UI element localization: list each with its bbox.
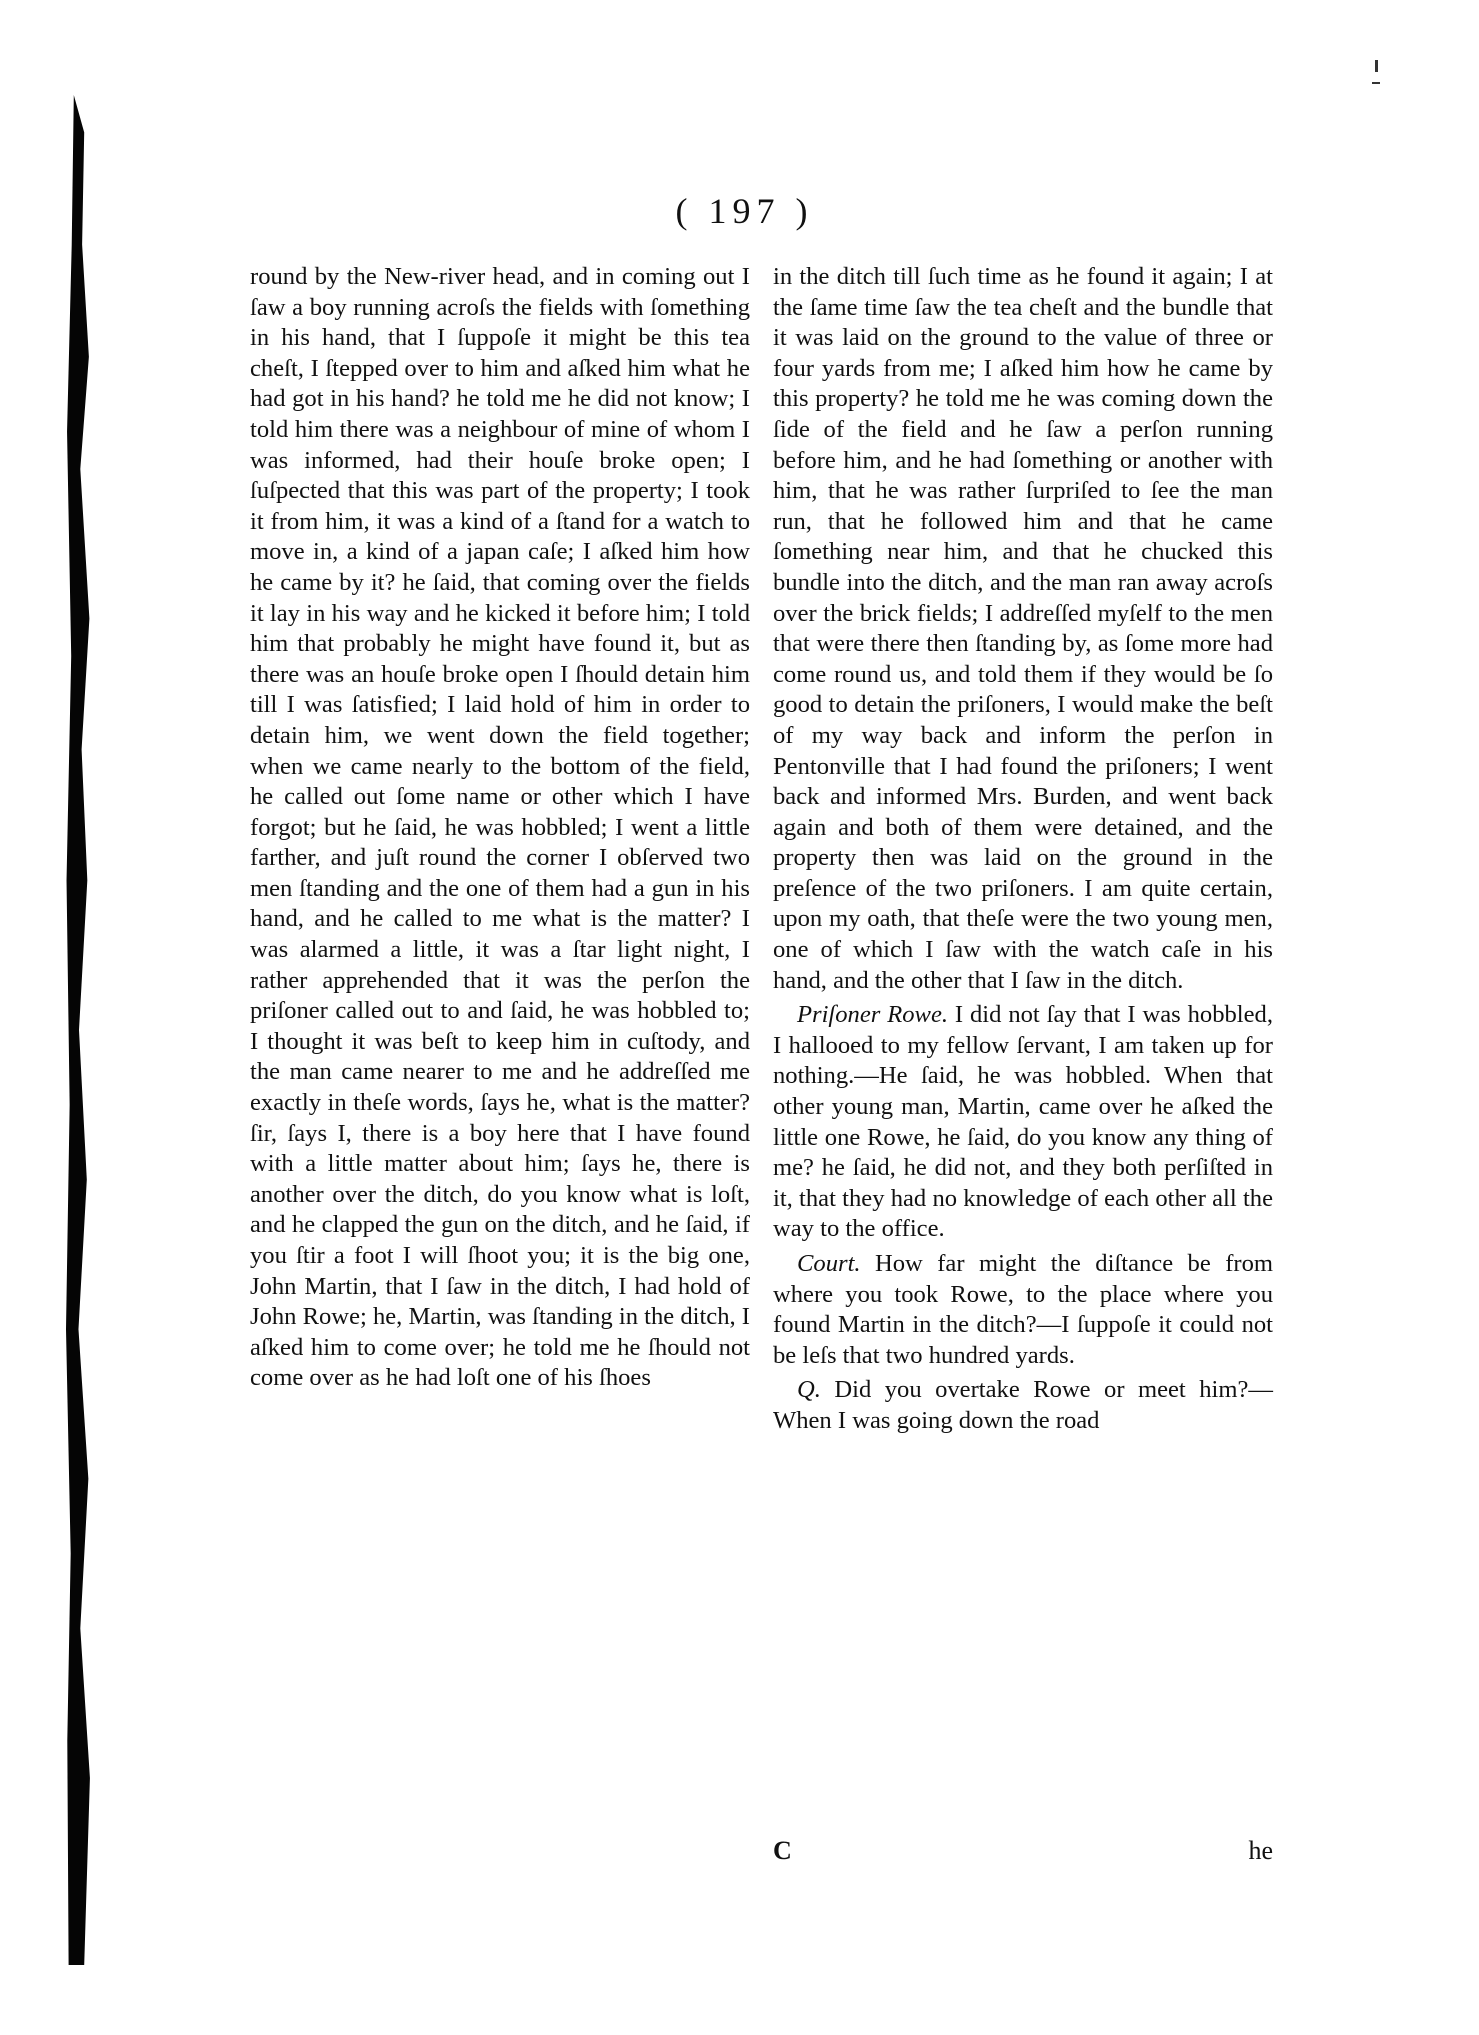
page-speck — [1372, 82, 1380, 84]
speaker-label: Priſoner Rowe. — [797, 1001, 949, 1029]
catchword: he — [1248, 1836, 1273, 1865]
paragraph-text: Did you overtake Rowe or meet him?—When I was going down the road — [773, 1376, 1273, 1434]
binding-shadow — [66, 95, 92, 1965]
speaker-label: Court. — [797, 1250, 861, 1277]
signature-mark: C — [773, 1836, 792, 1865]
left-paragraph: round by the New-river head, and in coming out I ſaw a boy running acroſs the fields with ſomething in his hand, that I ſuppoſe it might be this tea cheſt, I ſtepped over to him and aſked him what he had got in his hand? he told me he did not know; I told him there was a neighbour of mine of whom I was informed, had their houſe broke open; I ſuſpected that this was part of the property; I took it from him, it was a kind of a ſtand for a watch to move in, a kind of a japan caſe; I aſked him how he came by it? he ſaid, that coming over the fields it lay in his way and he kicked it before him; I told him that probably he might have found it, but as there was an houſe broke open I ſhould detain him till I was ſatisfied; I laid hold of him in order to detain him, we went down the field together; when we came nearly to the bottom of the field, he called out ſome name or other which I have forgot; but he ſaid, he was hobbled; I went a little farther, and juſt round the corner I obſerved two men ſtanding and the one of them had a gun in his hand, and he called to me what is the matter? I was alarmed a little, it was a ſtar light night, I rather apprehended that it was the perſon the priſoner called out to and ſaid, he was hobbled to; I thought it was beſt to keep him in cuſtody, and the man came nearer to me and he addreſſed me exactly in theſe words, ſays he, what is the matter? ſir, ſays I, there is a boy here that I have found with a little matter about him; ſays he, there is another over the ditch, do you know what is loſt, and he clapped the gun on the ditch, and he ſaid, if you ſtir a foot I will ſhoot you; it is the big one, John Martin, that I ſaw in the ditch, I had hold of John Rowe; he, Martin, was ſtanding in the ditch, I aſked him to come over; he told me he ſhould not come over as he had loſt one of his ſhoes — [250, 263, 750, 1392]
right-paragraph-4 — [773, 1375, 1273, 1436]
paragraph-text: How far might the diſtance be from where you took Rowe, to the place where you found Martin in the ditch?—I ſuppoſe it could not be leſs that two hundred yards. — [773, 1250, 1273, 1369]
paragraph-text: I did not ſay that I was hobbled, I hallooed to my fellow ſervant, I am taken up for nothing.—He ſaid, he was hobbled. When that other young man, Martin, came over he aſked the little one Rowe, he ſaid, do you know any thing of me? he ſaid, he did not, and they both perſiſted in it, that they had no knowledge of each other all the way to the office. — [773, 1001, 1273, 1243]
right-paragraph-2 — [773, 1000, 1273, 1245]
page-header — [0, 190, 1479, 232]
right-column — [773, 262, 1273, 1437]
left-column — [250, 262, 750, 1394]
page-speck — [1375, 60, 1378, 72]
right-paragraph-1: in the ditch till ſuch time as he found it again; I at the ſame time ſaw the tea cheſt and the bundle that it was laid on the ground to the value of three or four yards from me; I aſked him how he came by this property? he told me he was coming down the ſide of the field and he ſaw a perſon running before him, and he had ſomething or another with him, that he was rather ſurpriſed to ſee the man run, that he followed him and that he came ſomething near him, and that he chucked this bundle into the ditch, and the man ran away acroſs over the brick fields; I addreſſed myſelf to the men that were there then ſtanding by, as ſome more had come round us, and told them if they would be ſo good to detain the priſoners, I would make the beſt of my way back and inform the perſon in Pentonville that I had found the priſoners; I went back and informed Mrs. Burden, and went back again and both of them were detained, and the property then was laid on the ground in the preſence of the two priſoners. I am quite certain, upon my oath, that theſe were the two young men, one of which I ſaw with the watch caſe in his hand, and the other that I ſaw in the ditch. — [773, 263, 1273, 994]
speaker-label: Q. — [797, 1376, 821, 1404]
page-number: ( 197 ) — [675, 191, 814, 231]
right-paragraph-3 — [773, 1249, 1273, 1371]
